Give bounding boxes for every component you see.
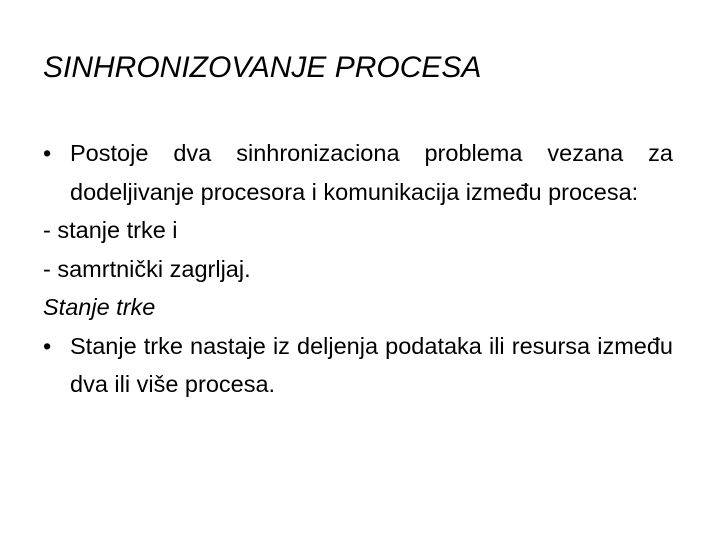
bullet-icon: • (43, 140, 52, 166)
bullet-text: Postoje dva sinhronizaciona problema vezana za dodeljivanje procesora i komunikacija između procesa: (70, 140, 673, 205)
section-subheading: Stanje trke (43, 294, 156, 320)
slide-body (43, 134, 673, 404)
bullet-text: Stanje trke nastaje iz deljenja podataka ili resursa između dva ili više procesa. (70, 332, 673, 397)
list-item-race-condition: - stanje trke i (43, 217, 178, 243)
bullet-point (43, 327, 673, 404)
bullet-point (43, 134, 673, 211)
slide-title: SINHRONIZOVANJE PROCESA (43, 51, 482, 84)
list-item-deadlock: - samrtnički zagrljaj. (43, 255, 251, 282)
bullet-icon: • (43, 332, 52, 359)
